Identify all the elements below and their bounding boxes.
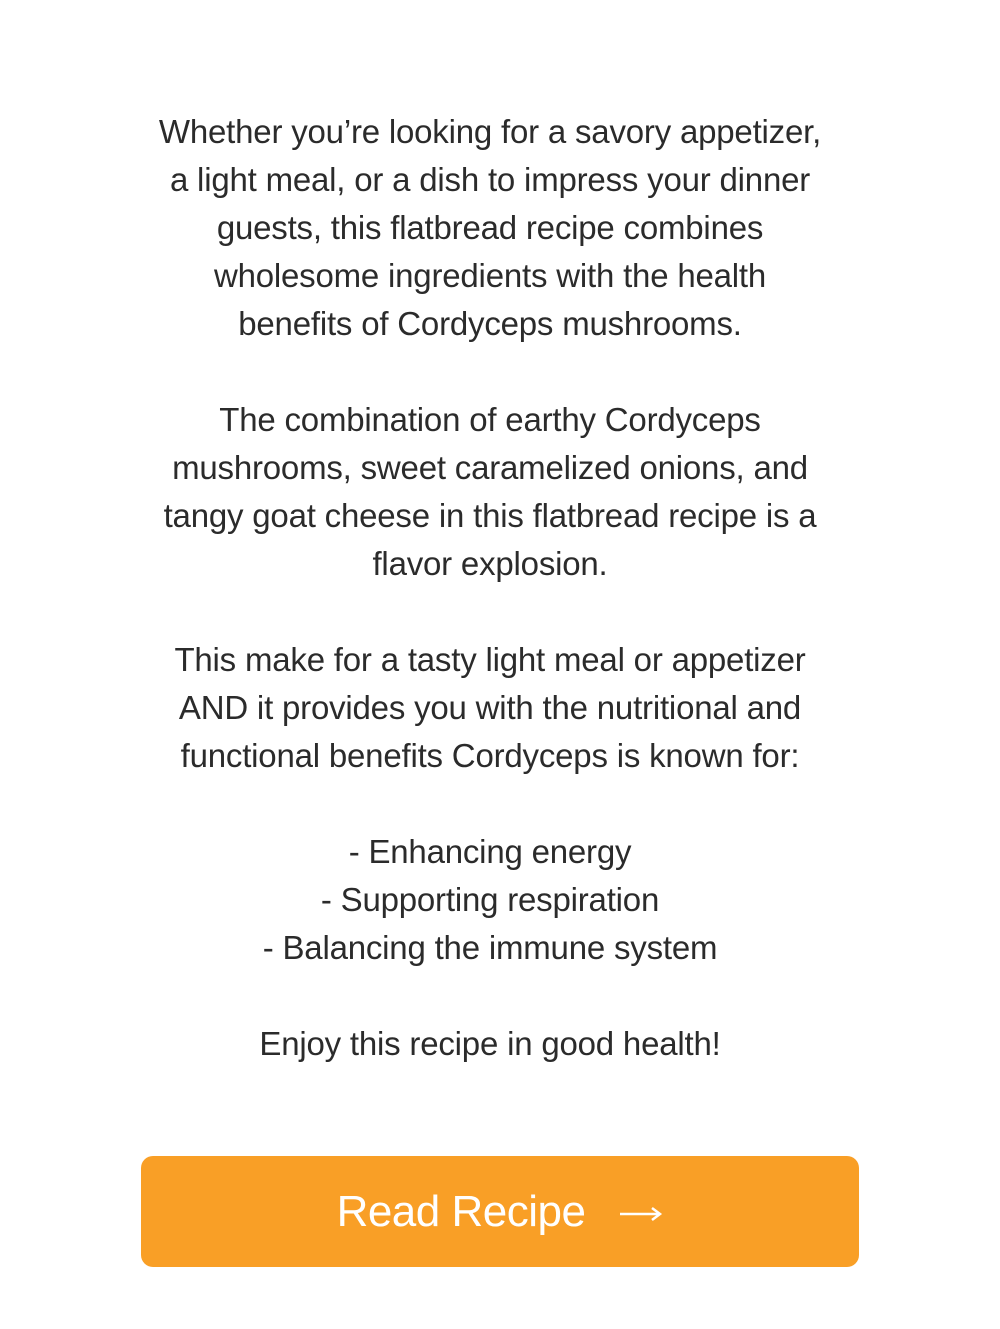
recipe-description xyxy=(100,108,880,1068)
benefit-item: - Balancing the immune system xyxy=(262,929,718,966)
read-recipe-button[interactable] xyxy=(141,1156,859,1267)
read-recipe-label: Read Recipe xyxy=(336,1186,586,1236)
intro-line: guests, this flatbread recipe combines xyxy=(216,209,764,246)
paragraph-spacer xyxy=(100,348,880,396)
combination-line: flavor explosion. xyxy=(372,545,608,582)
paragraph-spacer xyxy=(100,780,880,828)
paragraph-spacer xyxy=(100,588,880,636)
benefit-item: - Enhancing energy xyxy=(348,833,632,870)
benefits-list xyxy=(100,828,880,972)
nutrition-line: AND it provides you with the nutritional and xyxy=(178,689,802,726)
nutrition-paragraph xyxy=(100,636,880,780)
arrow-right-icon xyxy=(619,1204,663,1224)
intro-line: Whether you’re looking for a savory appetizer, xyxy=(158,113,822,150)
combination-line: The combination of earthy Cordyceps xyxy=(219,401,761,438)
combination-line: tangy goat cheese in this flatbread recipe is a xyxy=(163,497,817,534)
intro-line: benefits of Cordyceps mushrooms. xyxy=(238,305,742,342)
closing-text: Enjoy this recipe in good health! xyxy=(259,1025,721,1062)
intro-paragraph xyxy=(100,108,880,348)
nutrition-line: functional benefits Cordyceps is known for: xyxy=(180,737,800,774)
combination-line: mushrooms, sweet caramelized onions, and xyxy=(172,449,808,486)
intro-line: a light meal, or a dish to impress your dinner xyxy=(169,161,811,198)
benefit-item: - Supporting respiration xyxy=(320,881,660,918)
nutrition-line: This make for a tasty light meal or appetizer xyxy=(174,641,806,678)
intro-line: wholesome ingredients with the health xyxy=(213,257,767,294)
combination-paragraph xyxy=(100,396,880,588)
paragraph-spacer xyxy=(100,972,880,1020)
